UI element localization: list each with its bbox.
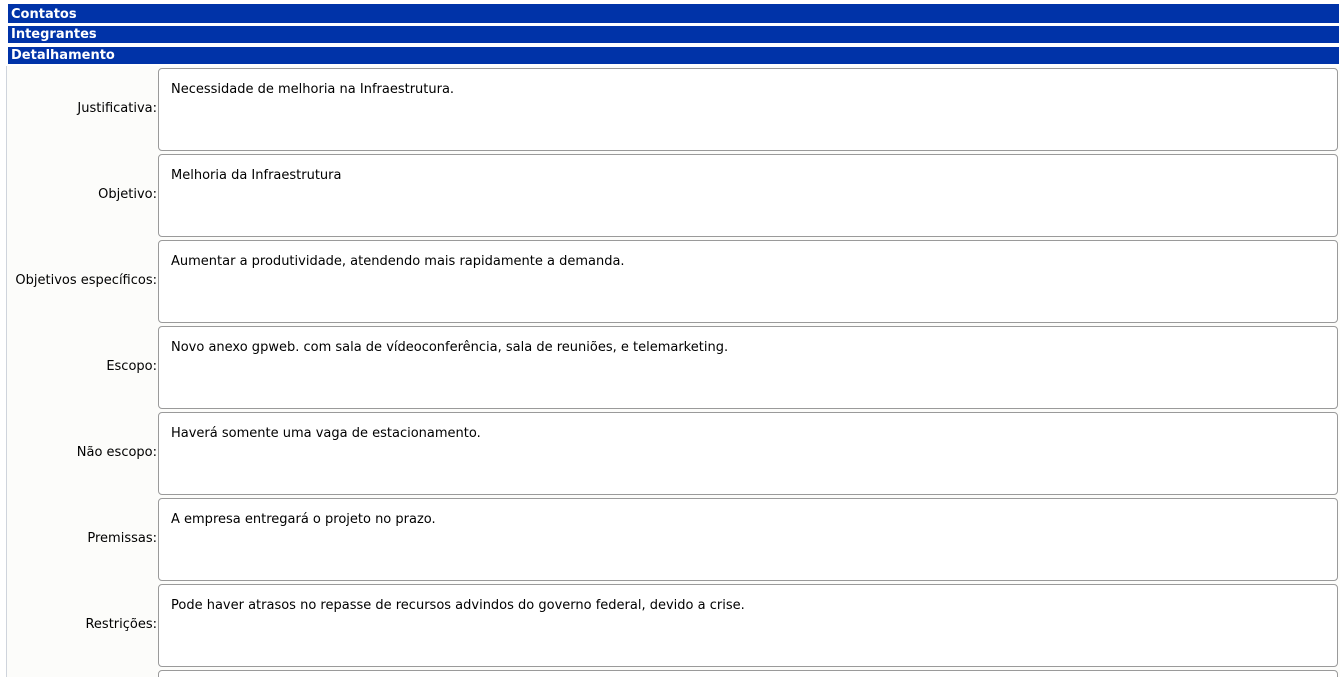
field-label-objetivos-especificos: Objetivos específicos: bbox=[15, 273, 157, 288]
field-value-escopo: Novo anexo gpweb. com sala de vídeoconferência, sala de reuniões, e telemarketing. bbox=[158, 326, 1338, 409]
field-label-justificativa: Justificativa: bbox=[77, 101, 157, 116]
field-label-nao-escopo: Não escopo: bbox=[76, 445, 157, 460]
field-label-premissas: Premissas: bbox=[87, 531, 157, 546]
field-row-objetivos-especificos bbox=[7, 238, 1340, 324]
field-value-premissas: A empresa entregará o projeto no prazo. bbox=[158, 498, 1338, 581]
field-row-nao-escopo bbox=[7, 410, 1340, 496]
section-header-contatos[interactable]: Contatos bbox=[8, 4, 1339, 23]
field-row-partial bbox=[7, 668, 1340, 677]
detail-panel bbox=[6, 66, 1340, 677]
field-label-objetivo: Objetivo: bbox=[98, 187, 157, 202]
field-label-escopo: Escopo: bbox=[106, 359, 157, 374]
field-label-partial bbox=[7, 668, 157, 677]
field-row-objetivo bbox=[7, 152, 1340, 238]
field-row-restricoes bbox=[7, 582, 1340, 668]
field-value-objetivos-especificos: Aumentar a produtividade, atendendo mais rapidamente a demanda. bbox=[158, 240, 1338, 323]
field-value-objetivo: Melhoria da Infraestrutura bbox=[158, 154, 1338, 237]
field-row-justificativa bbox=[7, 66, 1340, 152]
field-value-nao-escopo: Haverá somente uma vaga de estacionamento. bbox=[158, 412, 1338, 495]
field-row-premissas bbox=[7, 496, 1340, 582]
field-value-justificativa: Necessidade de melhoria na Infraestrutura. bbox=[158, 68, 1338, 151]
section-header-detalhamento[interactable]: Detalhamento bbox=[8, 47, 1339, 64]
field-value-partial bbox=[158, 670, 1338, 677]
field-value-restricoes: Pode haver atrasos no repasse de recursos advindos do governo federal, devido a crise. bbox=[158, 584, 1338, 667]
field-row-escopo bbox=[7, 324, 1340, 410]
field-label-restricoes: Restrições: bbox=[85, 617, 157, 632]
section-header-integrantes[interactable]: Integrantes bbox=[8, 26, 1339, 43]
